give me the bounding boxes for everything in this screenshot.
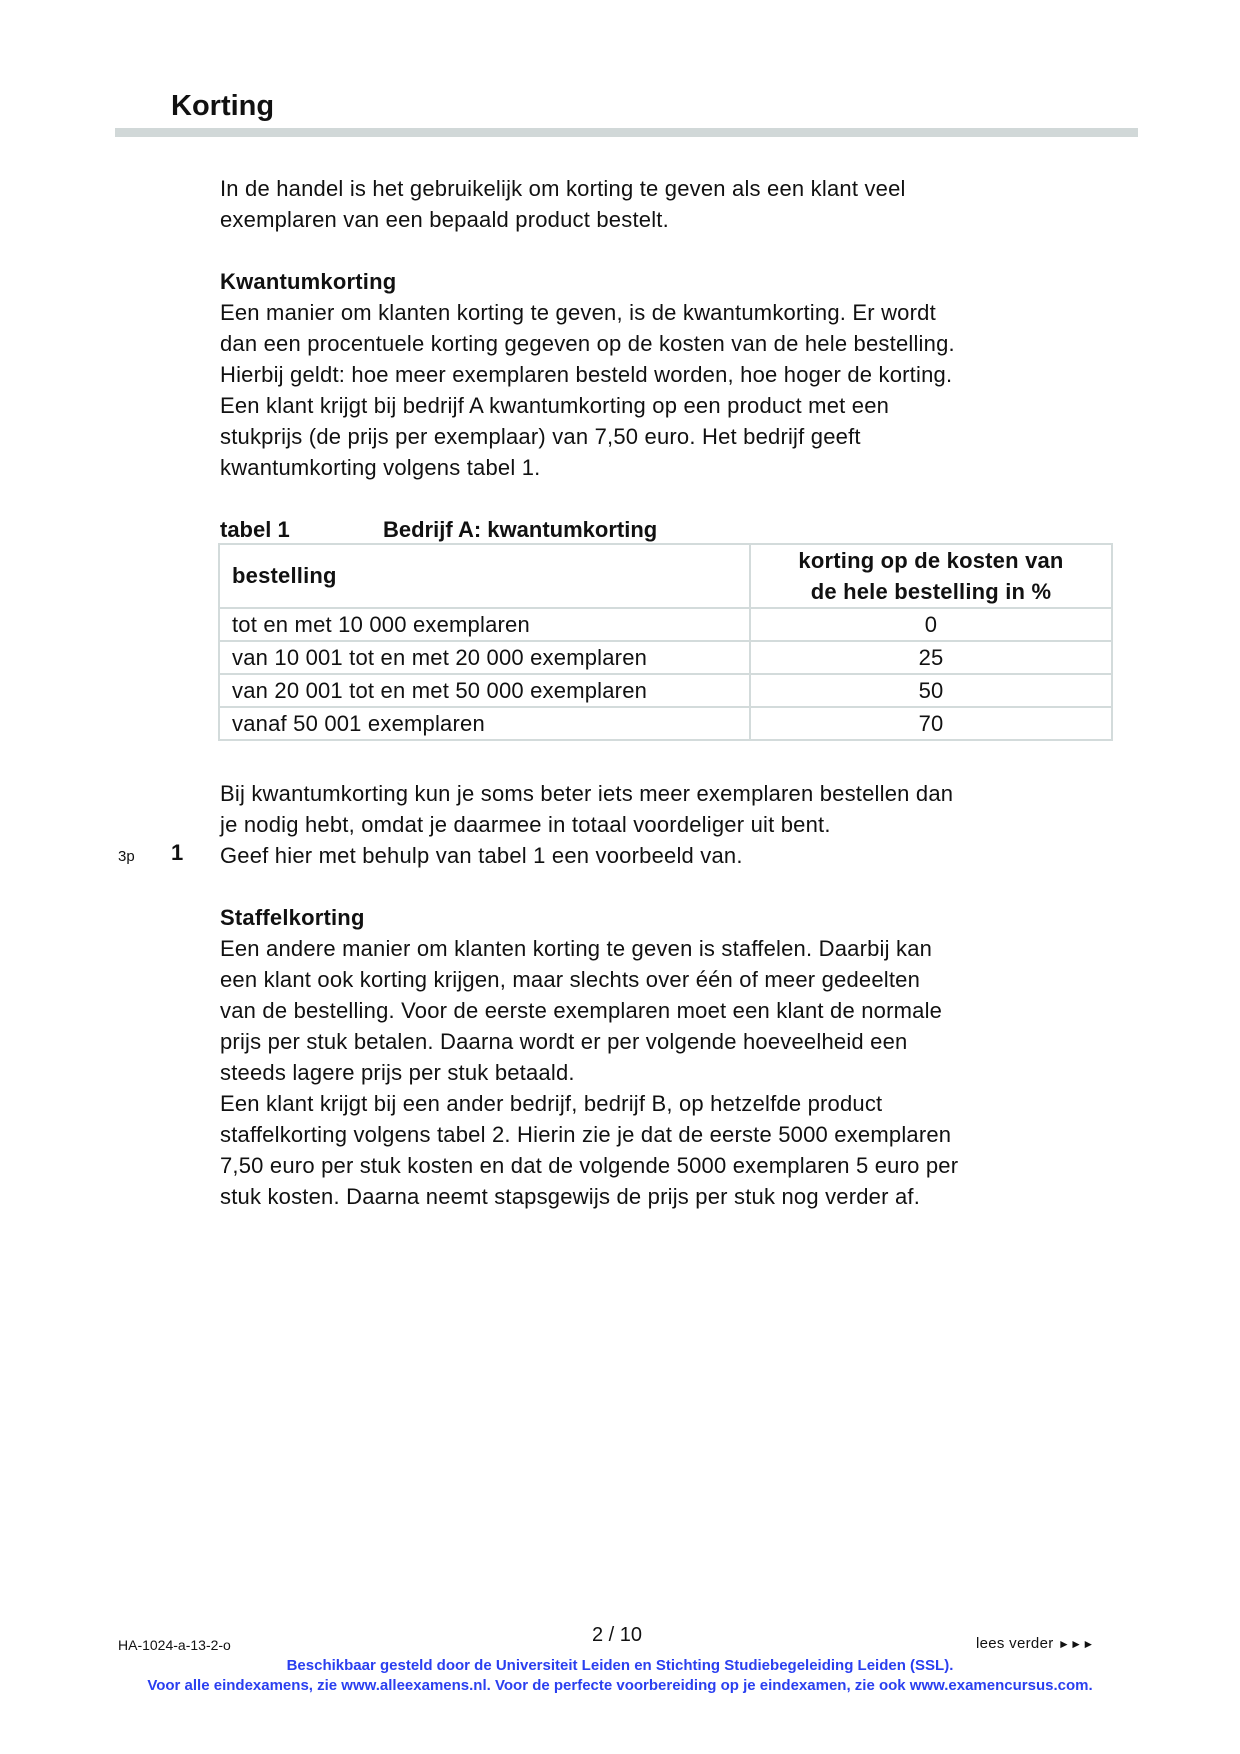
intro-paragraph bbox=[220, 173, 1120, 235]
table-label: tabel 1 bbox=[220, 517, 290, 542]
triple-arrow-icon: ►►► bbox=[1057, 1637, 1095, 1651]
header-discount-line1: korting op de kosten van bbox=[798, 548, 1064, 573]
paragraph-line: prijs per stuk betalen. Daarna wordt er per volgende hoeveelheid een bbox=[220, 1029, 908, 1054]
title-divider bbox=[115, 128, 1138, 137]
question-points: 3p bbox=[118, 848, 135, 865]
paragraph-line: 7,50 euro per stuk kosten en dat de volgende 5000 exemplaren 5 euro per bbox=[220, 1153, 959, 1178]
question-line: Geef hier met behulp van tabel 1 een voorbeeld van. bbox=[220, 843, 743, 868]
header-order: bestelling bbox=[219, 544, 750, 608]
table-row bbox=[219, 707, 1112, 740]
cell-discount: 70 bbox=[750, 707, 1112, 740]
question-text bbox=[220, 840, 1120, 871]
paragraph-line: Een manier om klanten korting te geven, is de kwantumkorting. Er wordt bbox=[220, 300, 936, 325]
page-indicator: 2 / 10 bbox=[592, 1624, 643, 1646]
cell-discount: 50 bbox=[750, 674, 1112, 707]
paragraph-line: van de bestelling. Voor de eerste exemplaren moet een klant de normale bbox=[220, 998, 943, 1023]
table-row bbox=[219, 641, 1112, 674]
cell-discount: 0 bbox=[750, 608, 1112, 641]
table-caption: Bedrijf A: kwantumkorting bbox=[383, 517, 658, 542]
intro-line: exemplaren van een bepaald product bestelt. bbox=[220, 207, 669, 232]
paragraph-line: je nodig hebt, omdat je daarmee in totaal voordeliger uit bent. bbox=[220, 812, 831, 837]
paragraph-line: stukprijs (de prijs per exemplaar) van 7,50 euro. Het bedrijf geeft bbox=[220, 424, 861, 449]
page-title: Korting bbox=[171, 90, 275, 122]
exam-code: HA-1024-a-13-2-o bbox=[118, 1637, 231, 1653]
paragraph-line: Een andere manier om klanten korting te geven is staffelen. Daarbij kan bbox=[220, 936, 933, 961]
section-heading: Staffelkorting bbox=[220, 905, 365, 930]
paragraph-line: Een klant krijgt bij bedrijf A kwantumkorting op een product met een bbox=[220, 393, 890, 418]
section-heading: Kwantumkorting bbox=[220, 269, 397, 294]
paragraph-line: steeds lagere prijs per stuk betaald. bbox=[220, 1060, 575, 1085]
header-discount bbox=[750, 544, 1112, 608]
paragraph-line: Bij kwantumkorting kun je soms beter iets meer exemplaren bestellen dan bbox=[220, 781, 954, 806]
header-discount-line2: de hele bestelling in % bbox=[810, 579, 1052, 604]
section-kwantumkorting bbox=[220, 266, 1120, 483]
paragraph-line: staffelkorting volgens tabel 2. Hierin zie je dat de eerste 5000 exemplaren bbox=[220, 1122, 952, 1147]
question-number: 1 bbox=[171, 840, 184, 865]
cell-order: van 10 001 tot en met 20 000 exemplaren bbox=[219, 641, 750, 674]
next-page-link[interactable] bbox=[976, 1635, 1095, 1652]
cell-order: van 20 001 tot en met 50 000 exemplaren bbox=[219, 674, 750, 707]
next-label: lees verder bbox=[976, 1635, 1054, 1652]
paragraph-line: kwantumkorting volgens tabel 1. bbox=[220, 455, 541, 480]
table-header-row bbox=[219, 544, 1112, 608]
table-row bbox=[219, 674, 1112, 707]
paragraph-line: Hierbij geldt: hoe meer exemplaren besteld worden, hoe hoger de korting. bbox=[220, 362, 953, 387]
paragraph-line: stuk kosten. Daarna neemt stapsgewijs de prijs per stuk nog verder af. bbox=[220, 1184, 921, 1209]
section-staffelkorting bbox=[220, 902, 1120, 1212]
table-row bbox=[219, 608, 1112, 641]
cell-discount: 25 bbox=[750, 641, 1112, 674]
paragraph-line: een klant ook korting krijgen, maar slechts over één of meer gedeelten bbox=[220, 967, 921, 992]
paragraph-line: Een klant krijgt bij een ander bedrijf, bedrijf B, op hetzelfde product bbox=[220, 1091, 883, 1116]
paragraph-line: dan een procentuele korting gegeven op de kosten van de hele bestelling. bbox=[220, 331, 955, 356]
cell-order: vanaf 50 001 exemplaren bbox=[219, 707, 750, 740]
after-table-paragraph bbox=[220, 778, 1120, 840]
cell-order: tot en met 10 000 exemplaren bbox=[219, 608, 750, 641]
credit-line-1: Beschikbaar gesteld door de Universiteit Leiden en Stichting Studiebegeleiding Leiden (SSL). bbox=[286, 1657, 954, 1674]
discount-table bbox=[218, 543, 1113, 741]
credit-line-2: Voor alle eindexamens, zie www.alleexamens.nl. Voor de perfecte voorbereiding op je eindexamen, zie ook www.examencursus.com. bbox=[147, 1677, 1093, 1694]
intro-line: In de handel is het gebruikelijk om korting te geven als een klant veel bbox=[220, 176, 906, 201]
